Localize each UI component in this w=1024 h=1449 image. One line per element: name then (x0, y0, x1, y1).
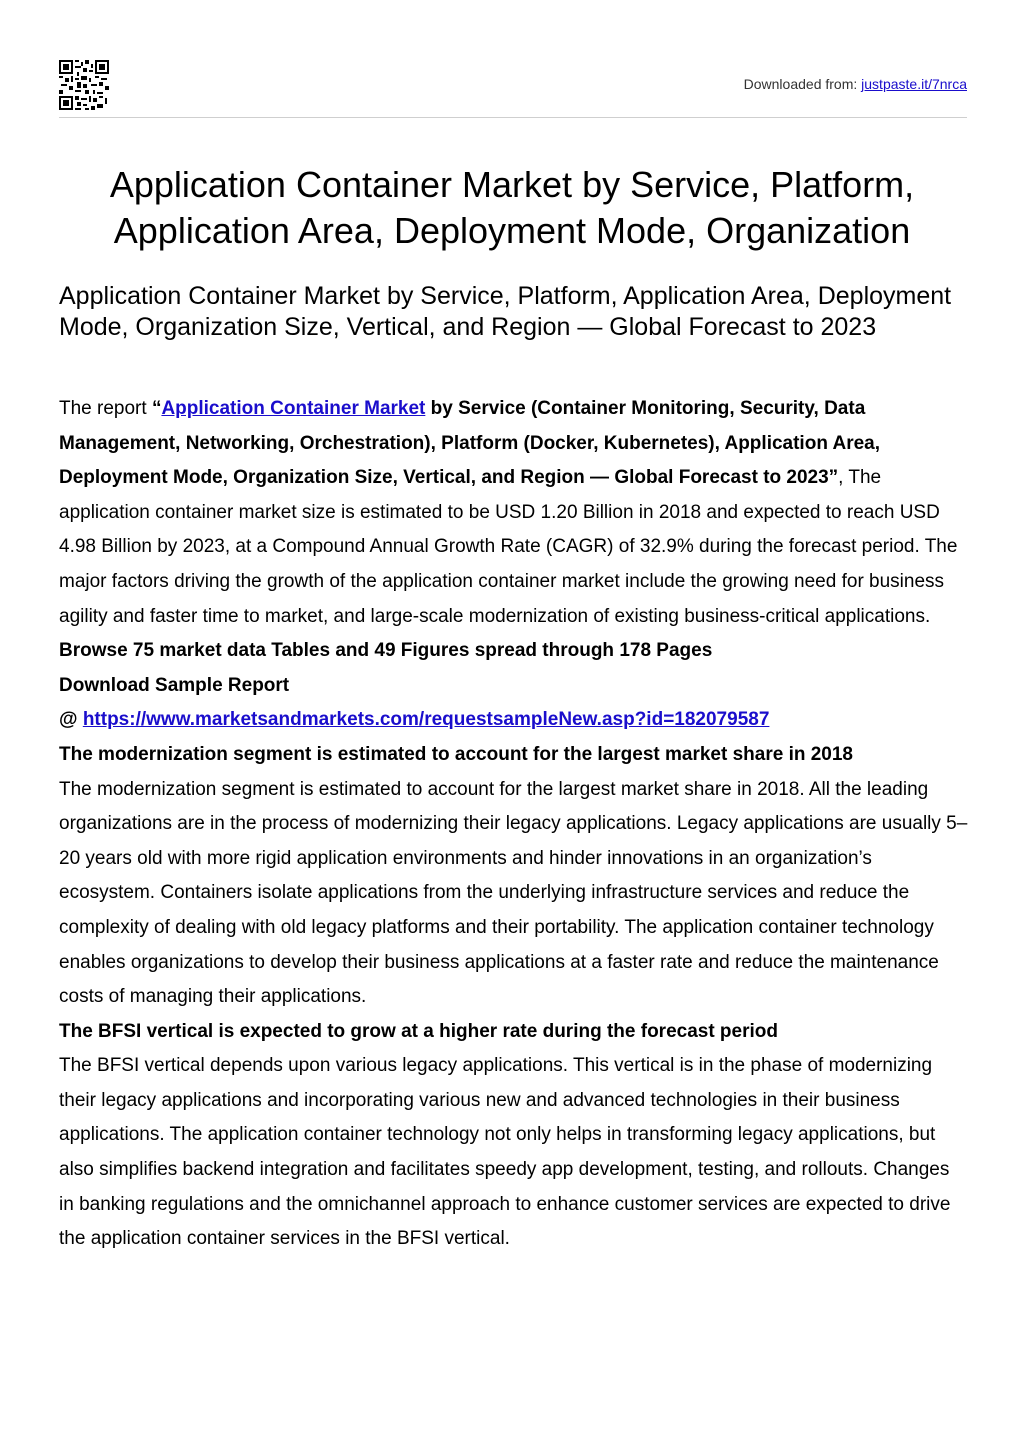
download-sample-heading: Download Sample Report (59, 674, 290, 696)
section-body-bfsi: The BFSI vertical depends upon various legacy applications. This vertical is in the phase of modernizing their legacy applications and incorporating various new and advanced technologies in their business applications. The application container technology not only helps in transforming legacy applications, but also simplifies backend integration and facilitates speedy app development, testing, and rollouts. Changes in banking regulations and the omnichannel approach to enhance customer services are expected to drive the application container services in the BFSI vertical. (59, 1055, 951, 1250)
downloaded-label: Downloaded from: (743, 76, 858, 92)
sample-report-link[interactable]: https://www.marketsandmarkets.com/requestsampleNew.asp?id=182079587 (82, 709, 770, 731)
source-link[interactable]: justpaste.it/7nrca (861, 76, 967, 92)
header-divider (59, 117, 967, 118)
page-header (59, 58, 967, 116)
market-report-link[interactable]: Application Container Market (161, 398, 426, 419)
qr-code-icon (59, 60, 109, 110)
intro-paragraph (59, 392, 969, 634)
downloaded-from (744, 76, 967, 92)
intro-body: , The application container market size is estimated to be USD 1.20 Billion in 2018 and expected to reach USD 4.98 Billion by 2023, at a Compound Annual Growth Rate (CAGR) of 32.9% during the forecast period. The major factors driving the growth of the application container market include the growing need for business agility and faster time to market, and large-scale modernization of existing business-critical applications. (59, 467, 958, 627)
intro-prefix: The report (59, 398, 152, 419)
intro-report-title: by Service (Container Monitoring, Security, Data Management, Networking, Orchestration), Platform (Docker, Kubernetes), Application Area, Deployment Mode, Organization Size, Vertical, and Region — Global Forecast to 2023” (59, 398, 881, 489)
sample-link-line (59, 703, 969, 738)
browse-line: Browse 75 market data Tables and 49 Figures spread through 178 Pages (59, 640, 713, 662)
intro-open-quote: “ (151, 398, 162, 419)
sample-at: @ (59, 709, 83, 731)
page-title: Application Container Market by Service, Platform, Application Area, Deployment Mode, Organization (109, 164, 915, 251)
section-heading-modernization: The modernization segment is estimated to account for the largest market share in 2018 (59, 743, 854, 765)
section-body-modernization: The modernization segment is estimated to account for the largest market share in 2018. All the leading organizations are in the process of modernizing their legacy applications. Legacy applications are usually 5–20 years old with more rigid application environments and hinder innovations in an organization’s ecosystem. Containers isolate applications from the underlying infrastructure services and reduce the complexity of dealing with old legacy platforms and their portability. The application container technology enables organizations to develop their business applications at a faster rate and reduce the maintenance costs of managing their applications. (59, 778, 968, 1008)
article-body (59, 392, 969, 1257)
section-heading-bfsi: The BFSI vertical is expected to grow at a higher rate during the forecast period (59, 1020, 778, 1042)
page-subtitle: Application Container Market by Service, Platform, Application Area, Deployment Mode, Organization Size, Vertical, and Region — Global Forecast to 2023 (59, 282, 952, 341)
